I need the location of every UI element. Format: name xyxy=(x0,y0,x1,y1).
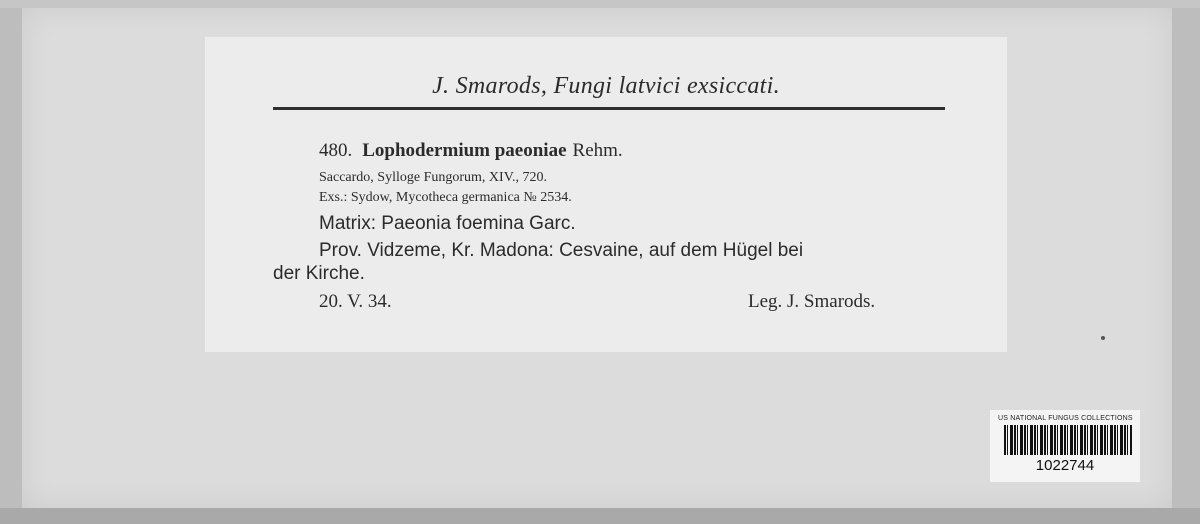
barcode-institution: US NATIONAL FUNGUS COLLECTIONS xyxy=(998,415,1133,422)
locality-line-1: Prov. Vidzeme, Kr. Madona: Cesvaine, auf dem Hügel bei xyxy=(319,240,804,261)
barcode-bars xyxy=(1004,425,1132,455)
header-rule xyxy=(273,107,945,110)
specimen-label xyxy=(205,37,1007,352)
reference-line-2: Exs.: Sydow, Mycotheca germanica № 2534. xyxy=(319,190,572,205)
background-top-stripe xyxy=(0,0,1200,8)
barcode-number: 1022744 xyxy=(1035,457,1095,474)
barcode-label xyxy=(990,410,1140,482)
reference-line-1: Saccardo, Sylloge Fungorum, XIV., 720. xyxy=(319,170,547,185)
background-bottom-stripe xyxy=(0,508,1200,524)
label-header: J. Smarods, Fungi latvici exsiccati. xyxy=(432,73,780,99)
species-name: Lophodermium paeoniae xyxy=(362,140,567,161)
sheet-speck xyxy=(1101,336,1105,340)
collector-name: Leg. J. Smarods. xyxy=(748,291,876,312)
species-author: Rehm. xyxy=(572,140,623,161)
matrix-line: Matrix: Paeonia foemina Garc. xyxy=(319,213,576,234)
species-line xyxy=(319,140,623,162)
locality-line-2: der Kirche. xyxy=(273,263,365,284)
collection-date: 20. V. 34. xyxy=(319,291,392,312)
specimen-number: 480. xyxy=(319,140,353,161)
